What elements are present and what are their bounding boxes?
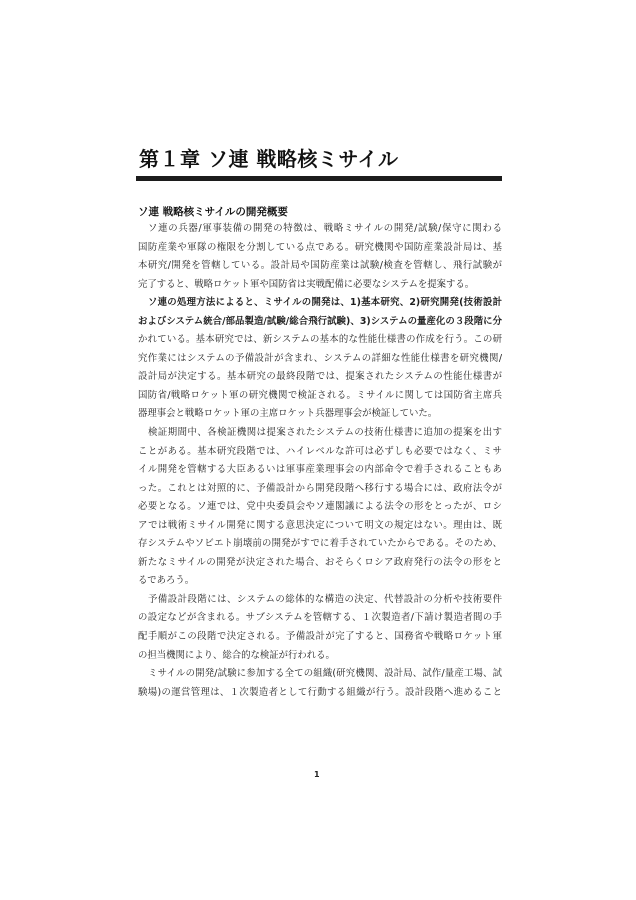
text-line: の担当機関により、総合的な検証が行われる。 — [138, 649, 335, 661]
chapter-title: 第１章 ソ連 戦略核ミサイル — [139, 147, 399, 171]
text-line: 完了すると、戦略ロケット軍や国防省は実戦配備に必要なシステムを提案する。 — [138, 278, 475, 290]
section-heading: ソ連 戦略核ミサイルの開発概要 — [138, 206, 288, 218]
text-line: ソ連の処理方法によると、ミサイルの開発は、1)基本研究、2)研究開発(技術設計 — [148, 297, 502, 309]
page-number: 1 — [314, 770, 320, 779]
text-line: 究作業にはシステムの予備設計が含まれ、システムの詳細な性能仕様書を研究機関/ — [138, 352, 502, 364]
text-line: った。これとは対照的に、予備設計から開発段階へ移行する場合には、政府法令が — [138, 482, 502, 494]
text-line: 本研究/開発を管轄している。設計局や国防産業は試験/検査を管轄し、飛行試験が — [138, 260, 502, 272]
text-line: 必要となる。ソ連では、党中央委員会やソ連閣議による法令の形をとったが、ロシ — [138, 501, 502, 513]
text-line: 予備設計段階には、システムの総体的な構造の決定、代替設計の分析や技術要件 — [148, 593, 502, 605]
text-line: るであろう。 — [138, 575, 195, 587]
text-line: ソ連の兵器/軍事装備の開発の特徴は、戦略ミサイルの開発/試験/保守に関わる — [148, 223, 502, 234]
text-line: およびシステム統合/部品製造/試験/総合飛行試験)、3)システムの量産化の３段階に分 — [138, 315, 502, 327]
text-line: ことがある。基本研究段階では、ハイレベルな許可は必ずしも必要ではなく、ミサ — [138, 445, 502, 457]
text-line: 験場)の運営管理は、１次製造者として行動する組織が行う。設計段階へ進めること — [138, 686, 502, 698]
text-line: 器理事会と戦略ロケット軍の主席ロケット兵器理事会が検証していた。 — [138, 408, 438, 420]
text-line: イル開発を管轄する大臣あるいは軍事産業理事会の内部命令で着手されることもあ — [138, 464, 502, 476]
text-line: 新たなミサイルの開発が決定された場合、おそらくロシア政府発行の法令の形をと — [138, 556, 502, 568]
chapter-title-rule — [136, 176, 502, 181]
text-line: 検証期間中、各検証機関は提案されたシステムの技術仕様書に追加の提案を出す — [148, 427, 502, 439]
text-line: ミサイルの開発/試験に参加する全ての組織(研究機関、設計局、試作/量産工場、試 — [148, 668, 502, 680]
text-line: 国防省/戦略ロケット軍の研究機関で検証される。ミサイルに関しては国防省主席兵 — [138, 389, 502, 401]
body-text — [138, 220, 502, 702]
text-line: アでは戦術ミサイル開発に関する意思決定について明文の規定はない。理由は、既 — [138, 519, 502, 531]
text-line: の設定などが含まれる。サブシステムを管轄する、１次製造者/下請け製造者間の手 — [138, 612, 502, 624]
text-line: 配手順がこの段階で決定される。予備設計が完了すると、国務省や戦略ロケット軍 — [138, 631, 502, 643]
text-line: かれている。基本研究では、新システムの基本的な性能仕様書の作成を行う。この研 — [138, 334, 502, 346]
text-line: 存システムやソビエト崩壊前の開発がすでに着手されていたからである。そのため、 — [138, 538, 502, 550]
text-line: 国防産業や軍隊の権限を分割している点である。研究機関や国防産業設計局は、基 — [138, 241, 502, 253]
text-line: 設計局が決定する。基本研究の最終段階では、提案されたシステムの性能仕様書が — [138, 371, 502, 383]
